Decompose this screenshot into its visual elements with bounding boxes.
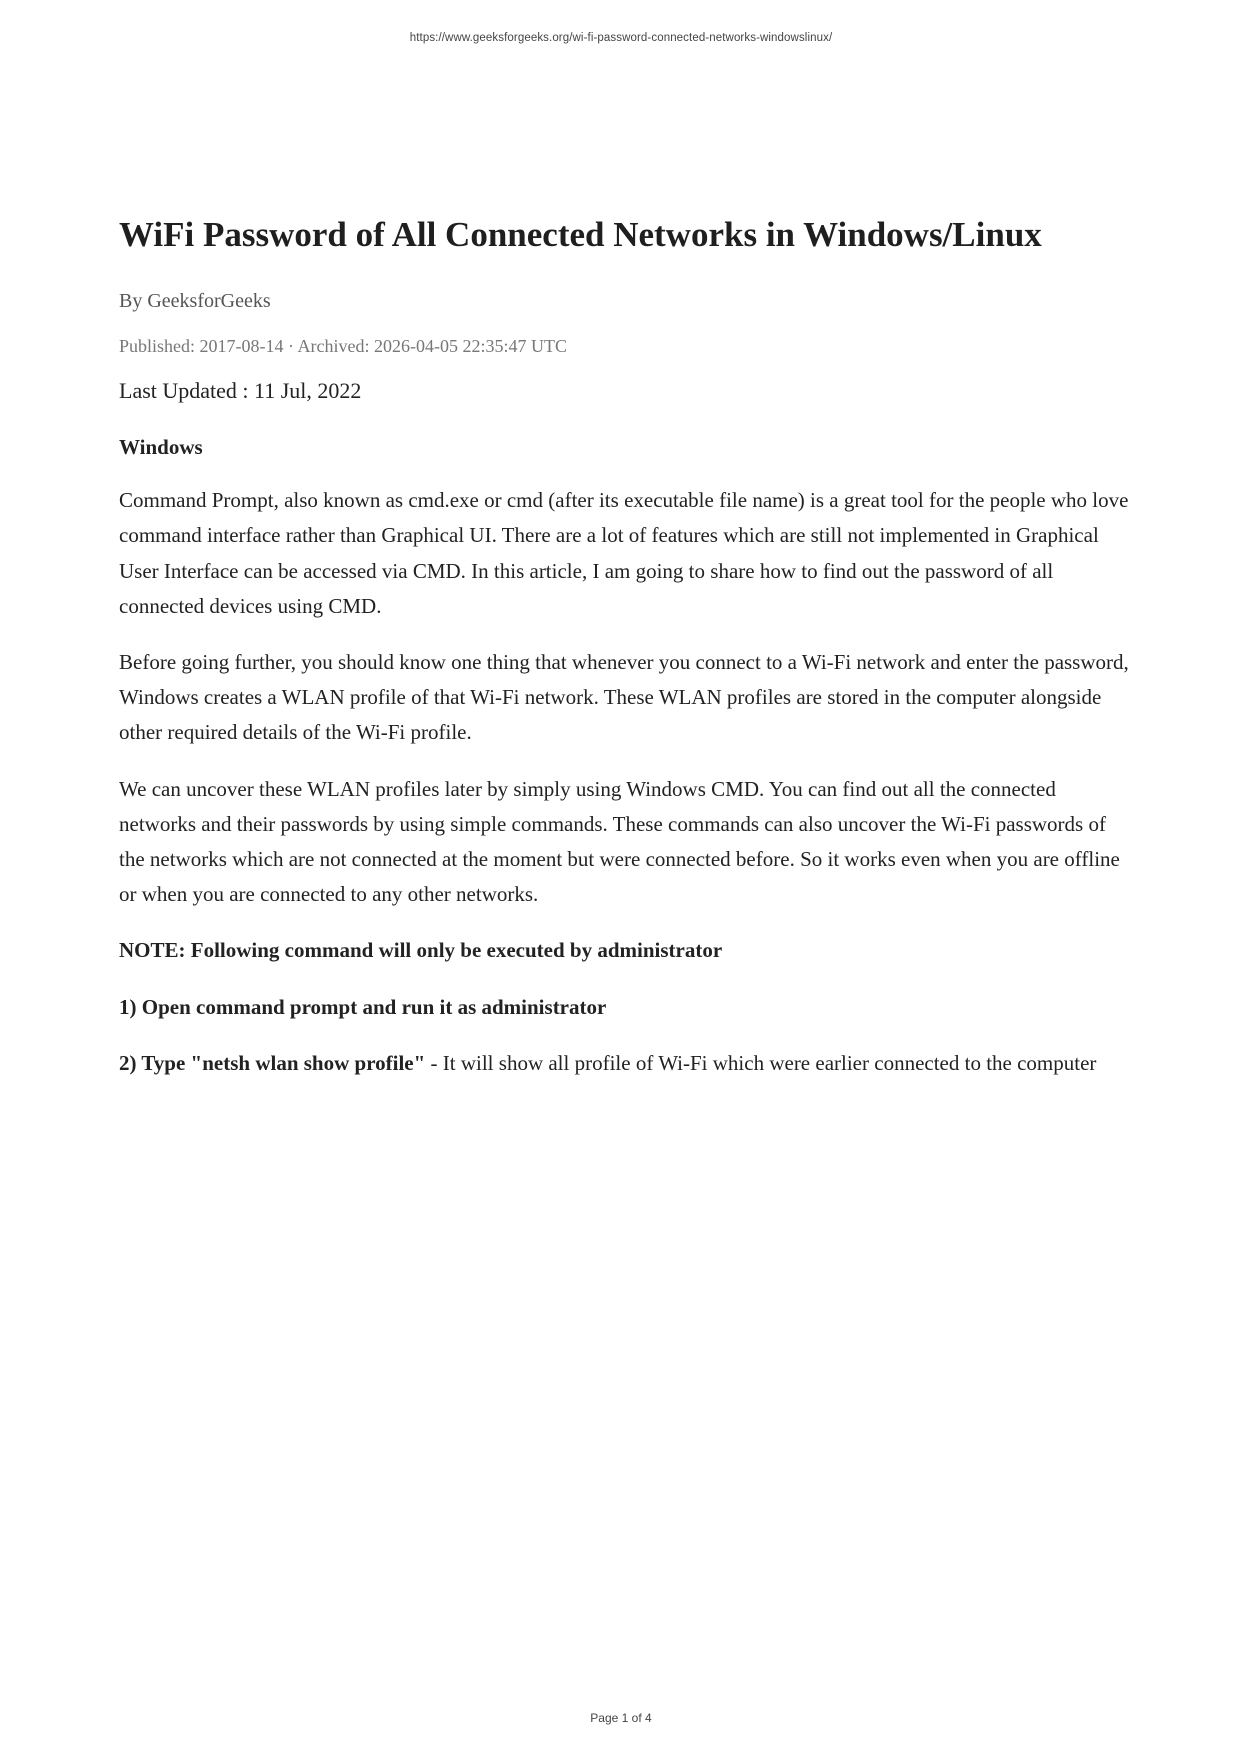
admin-note: NOTE: Following command will only be executed by administrator bbox=[119, 938, 723, 963]
paragraph-wlan-profile: Before going further, you should know one thing that whenever you connect to a Wi-Fi network and enter the password, Windows creates a WLAN profile of that Wi-Fi network. These WLAN profiles are stored in the computer alongside other required details of the Wi-Fi profile. bbox=[119, 650, 1129, 745]
step-2-command: 2) Type "netsh wlan show profile" bbox=[119, 1050, 426, 1075]
page-url-header: https://www.geeksforgeeks.org/wi-fi-password-connected-networks-windowslinux/ bbox=[409, 32, 833, 44]
article-title: WiFi Password of All Connected Networks in Windows/Linux bbox=[119, 215, 1042, 254]
section-heading-windows: Windows bbox=[119, 435, 203, 459]
article-content bbox=[119, 211, 1129, 1081]
article-dates: Published: 2017-08-14 · Archived: 2026-04-05 22:35:47 UTC bbox=[119, 336, 567, 356]
step-2-description: - It will show all profile of Wi-Fi which were earlier connected to the computer bbox=[425, 1050, 1097, 1075]
step-1: 1) Open command prompt and run it as administrator bbox=[119, 994, 607, 1019]
article-byline: By GeeksforGeeks bbox=[119, 290, 271, 312]
paragraph-intro: Command Prompt, also known as cmd.exe or cmd (after its executable file name) is a great tool for the people who love command interface rather than Graphical UI. There are a lot of features which are still not implemented in Graphical User Interface can be accessed via CMD. In this article, I am going to share how to find out the password of all connected devices using CMD. bbox=[119, 488, 1129, 618]
last-updated: Last Updated : 11 Jul, 2022 bbox=[119, 378, 362, 403]
step-2 bbox=[119, 1046, 1129, 1081]
paragraph-uncover: We can uncover these WLAN profiles later by simply using Windows CMD. You can find out all the connected networks and their passwords by using simple commands. These commands can also uncover the Wi-Fi passwords of the networks which are not connected at the moment but were connected before. So it works even when you are offline or when you are connected to any other networks. bbox=[119, 776, 1120, 907]
page-number: Page 1 of 4 bbox=[590, 1711, 652, 1725]
